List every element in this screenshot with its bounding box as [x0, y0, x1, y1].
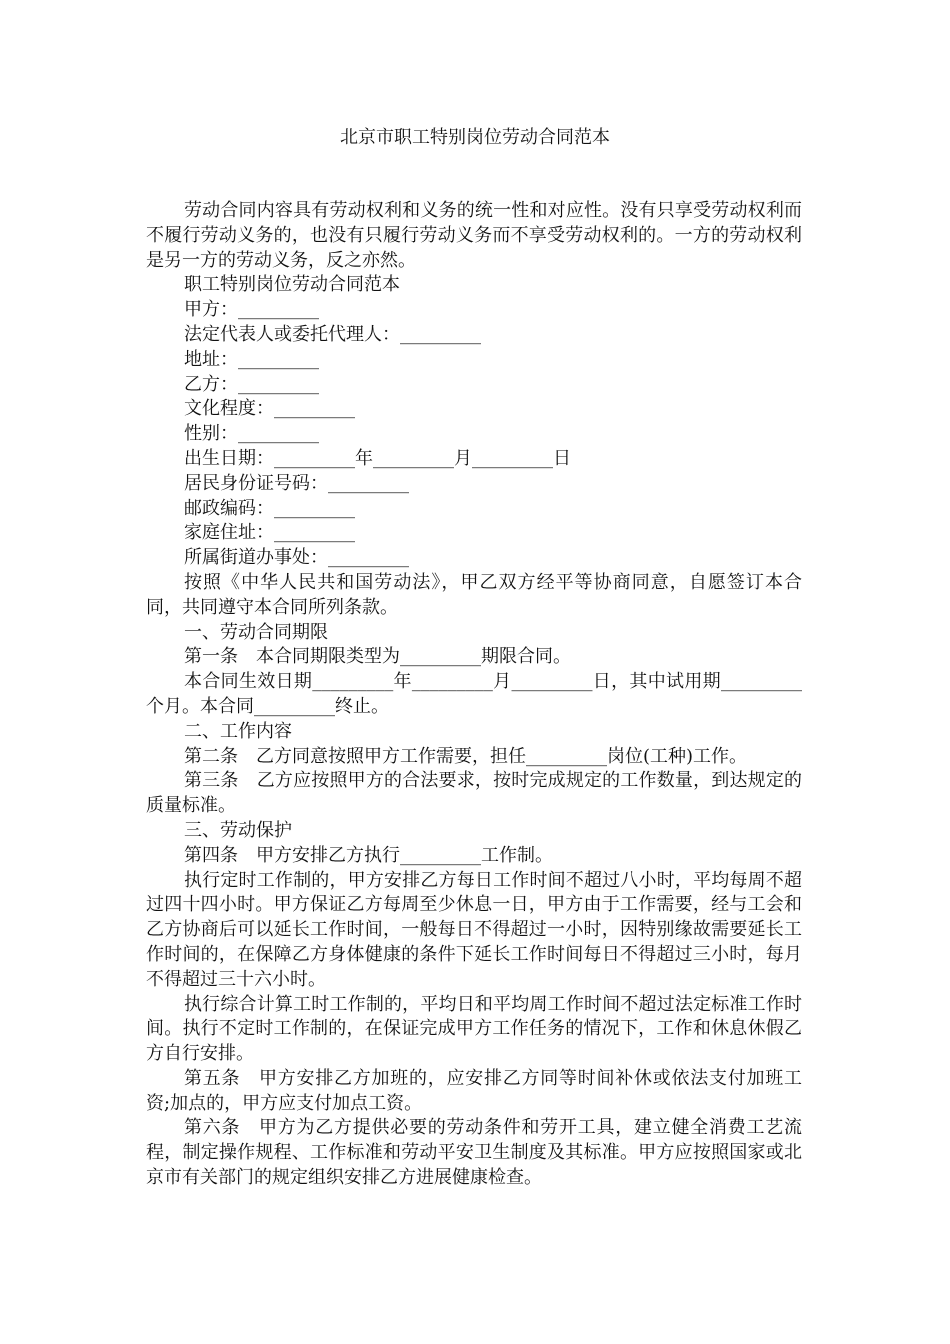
field-gender: 性别：_________ [184, 423, 319, 445]
article-1: 第一条 本合同期限类型为_________期限合同。 [184, 646, 571, 668]
document-title: 北京市职工特别岗位劳动合同范本 [340, 127, 610, 148]
field-education: 文化程度：_________ [184, 398, 355, 420]
field-address: 地址：_________ [184, 348, 319, 370]
section-heading-labor-protection: 三、劳动保护 [184, 819, 292, 841]
field-street-office: 所属街道办事处：_________ [184, 547, 409, 569]
field-party-a: 甲方：_________ [184, 299, 319, 321]
paragraph-comprehensive-hours: 执行综合计算工时工作制的，平均日和平均周工作时间不超过法定标准工作时间。执行不定时工作制的，在保证完成甲方工作任务的情况下，工作和休息休假乙方自行安排。 [146, 993, 802, 1065]
field-postal-code: 邮政编码：_________ [184, 497, 355, 519]
article-3: 第三条 乙方应按照甲方的合法要求，按时完成规定的工作数量，到达规定的质量标准。 [146, 770, 802, 817]
article-2: 第二条 乙方同意按照甲方工作需要，担任_________岗位(工种)工作。 [184, 745, 748, 767]
field-legal-representative: 法定代表人或委托代理人：_________ [184, 323, 481, 345]
field-id-number: 居民身份证号码：_________ [184, 472, 409, 494]
field-birth-date: 出生日期：_________年_________月_________日 [184, 447, 571, 469]
field-party-b: 乙方：_________ [184, 373, 319, 395]
section-heading-term: 一、劳动合同期限 [184, 621, 328, 643]
article-5: 第五条 甲方安排乙方加班的，应安排乙方同等时间补休或依法支付加班工资;加点的，甲方应支付加点工资。 [146, 1067, 802, 1114]
paragraph-agreement: 按照《中华人民共和国劳动法》，甲乙双方经平等协商同意，自愿签订本合同，共同遵守本合同所列条款。 [146, 571, 802, 618]
paragraph-effective-date: 本合同生效日期_________年_________月_________日，其中试用期_________个月。本合同_________终止。 [146, 671, 802, 717]
article-6: 第六条 甲方为乙方提供必要的劳动条件和劳开工具，建立健全消费工艺流程，制定操作规程、工作标准和劳动平安卫生制度及其标准。甲方应按照国家或北京市有关部门的规定组织安排乙方进展健康检查。 [146, 1117, 802, 1189]
section-heading-work-content: 二、工作内容 [184, 720, 292, 742]
paragraph-fixed-hours: 执行定时工作制的，甲方安排乙方每日工作时间不超过八小时，平均每周不超过四十四小时。甲方保证乙方每周至少休息一日，甲方由于工作需要，经与工会和乙方协商后可以延长工作时间，一般每日不得超过一小时，因特别缘故需要延长工作时间的，在保障乙方身体健康的条件下延长工作时间每日不得超过三小时，每月不得超过三十六小时。 [146, 869, 802, 990]
paragraph-intro: 劳动合同内容具有劳动权利和义务的统一性和对应性。没有只享受劳动权利而不履行劳动义务的，也没有只履行劳动义务而不享受劳动权利的。一方的劳动权利是另一方的劳动义务，反之亦然。 [146, 200, 802, 271]
paragraph-subtitle: 职工特别岗位劳动合同范本 [184, 274, 400, 296]
field-home-address: 家庭住址：_________ [184, 522, 355, 544]
document-body [146, 199, 802, 1191]
article-4: 第四条 甲方安排乙方执行_________工作制。 [184, 844, 553, 866]
